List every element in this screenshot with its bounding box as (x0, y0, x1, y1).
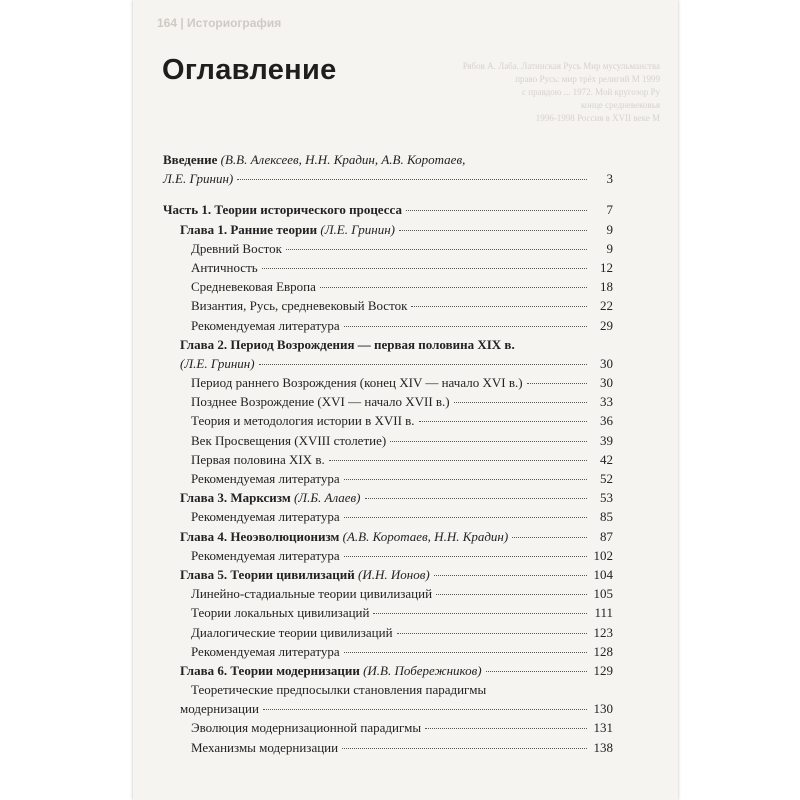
table-of-contents (163, 150, 613, 757)
toc-entry-label: Период раннего Возрождения (конец XIV — начало XVI в.) (191, 375, 523, 391)
toc-entry-label: Линейно-стадиальные теории цивилизаций (191, 586, 433, 602)
toc-subentry[interactable] (163, 584, 613, 603)
toc-entry-label: Античность (191, 259, 258, 275)
toc-entry-label: Первая половина XIX в. (191, 451, 325, 467)
dot-leader (342, 748, 587, 749)
toc-entry-intro[interactable] (163, 150, 613, 169)
toc-entry-label: Введение (163, 152, 218, 167)
dot-leader (344, 517, 587, 518)
toc-page-number: 123 (593, 624, 613, 640)
toc-entry-label: Глава 3. Марксизм (180, 490, 291, 506)
toc-entry-label: Глава 1. Ранние теории (180, 221, 318, 237)
toc-entry-authors: (И.В. Побережников) (363, 662, 482, 678)
toc-page-number: 30 (600, 375, 613, 391)
dot-leader (390, 441, 587, 442)
toc-entry-label: Позднее Возрождение (XVI — начало XVII в.) (191, 394, 450, 410)
dot-leader (286, 249, 587, 250)
toc-page-number: 87 (600, 528, 613, 544)
dot-leader (486, 671, 587, 672)
running-head: 164 | Историография (157, 16, 282, 30)
toc-page-number: 131 (593, 720, 613, 736)
toc-entry-label: Рекомендуемая литература (191, 509, 340, 525)
toc-subentry[interactable] (163, 296, 613, 315)
toc-page-number: 12 (600, 259, 613, 275)
toc-page-number: 9 (606, 240, 613, 256)
dot-leader (512, 537, 587, 538)
toc-page-number: 104 (593, 566, 613, 582)
toc-entry-label: Рекомендуемая литература (191, 547, 340, 563)
toc-subentry[interactable] (163, 469, 613, 488)
dot-leader (329, 460, 587, 461)
toc-page-number: 9 (606, 221, 613, 237)
dot-leader (344, 479, 587, 480)
dot-leader (419, 421, 587, 422)
dot-leader (454, 402, 587, 403)
toc-subentry[interactable] (163, 258, 613, 277)
toc-page-number: 18 (600, 279, 613, 295)
toc-subentry[interactable] (163, 680, 613, 699)
toc-page-number: 52 (600, 471, 613, 486)
toc-subentry[interactable] (163, 239, 613, 258)
toc-entry-label: Теоретические предпосылки становления парадигмы (191, 682, 487, 698)
show-through-text: Рябов А. Лаба. Латинская Русь Мир мусульманства право Русь: мир трёх религий М 1999 с правдою ... 1972. Мой кругозор Ру конце средневековья 1996-1998 Россия в XVII веке М (462, 61, 660, 123)
dot-leader (527, 383, 587, 384)
dot-leader (434, 575, 587, 576)
toc-entry-label: Эволюция модернизационной парадигмы (191, 720, 422, 736)
toc-subentry[interactable] (163, 603, 613, 622)
toc-page-number: 85 (600, 509, 613, 525)
dot-leader (237, 179, 587, 180)
toc-subentry[interactable] (163, 546, 613, 565)
toc-subentry[interactable] (163, 450, 613, 469)
toc-entry-label: Древний Восток (191, 240, 282, 256)
toc-page-number: 42 (600, 451, 613, 467)
toc-subentry[interactable] (163, 316, 613, 335)
dot-leader (344, 652, 587, 653)
toc-page-number: 22 (600, 298, 613, 314)
toc-entry-label: Часть 1. Теории исторического процесса (163, 202, 402, 218)
toc-page-number: 7 (606, 202, 613, 218)
page-title: Оглавление (162, 54, 337, 86)
toc-entry-label: Византия, Русь, средневековый Восток (191, 298, 408, 314)
dot-leader (406, 210, 587, 211)
toc-entry-ch2-cont[interactable] (163, 354, 613, 373)
toc-entry-label: Глава 6. Теории модернизации (180, 662, 360, 678)
toc-entry-label: Теории локальных цивилизаций (191, 605, 370, 621)
dot-leader (411, 306, 587, 307)
toc-entry-label: Средневековая Европа (191, 279, 316, 295)
toc-subentry[interactable] (163, 738, 613, 757)
toc-subentry[interactable] (163, 431, 613, 450)
toc-page-number: 105 (593, 586, 613, 602)
dot-leader (263, 709, 587, 710)
toc-entry-authors: (Л.Е. Гринин) (180, 355, 255, 371)
dot-leader (259, 364, 587, 365)
toc-entry-label: Рекомендуемая литература (191, 471, 340, 486)
dot-leader (436, 594, 587, 595)
toc-entry-label: Глава 5. Теории цивилизаций (180, 566, 355, 582)
toc-entry-label: Рекомендуемая литература (191, 317, 340, 333)
toc-subentry-cont[interactable] (163, 699, 613, 718)
toc-entry-authors: (А.В. Коротаев, Н.Н. Крадин) (342, 528, 509, 544)
toc-page-number: 29 (600, 317, 613, 333)
toc-entry-authors: (И.Н. Ионов) (358, 566, 430, 582)
toc-page-number: 30 (600, 355, 613, 371)
dot-leader (320, 287, 587, 288)
toc-page-number: 129 (593, 662, 613, 678)
toc-subentry[interactable] (163, 277, 613, 296)
dot-leader (399, 230, 587, 231)
toc-entry-label: Глава 2. Период Возрождения — первая половина XIX в. (180, 336, 515, 352)
toc-entry-intro-cont[interactable] (163, 169, 613, 188)
toc-subentry[interactable] (163, 507, 613, 526)
toc-entry-authors: Л.Е. Гринин) (163, 171, 234, 187)
toc-page-number: 53 (600, 490, 613, 506)
dot-leader (344, 556, 587, 557)
toc-entry-label: Теория и методология истории в XVII в. (191, 413, 415, 429)
toc-entry-ch6[interactable] (163, 661, 613, 680)
toc-entry-label: Диалогические теории цивилизаций (191, 624, 393, 640)
toc-subentry[interactable] (163, 373, 613, 392)
dot-leader (262, 268, 587, 269)
toc-page-number: 3 (606, 171, 613, 187)
toc-entry-part1[interactable] (163, 200, 613, 219)
toc-entry-label: Век Просвещения (XVIII столетие) (191, 432, 387, 448)
toc-page-number: 130 (593, 701, 613, 717)
toc-page-number: 102 (593, 547, 613, 563)
toc-page-number: 36 (600, 413, 613, 429)
toc-entry-label: Механизмы модернизации (191, 739, 339, 755)
toc-entry-ch4[interactable] (163, 527, 613, 546)
toc-entry-ch5[interactable] (163, 565, 613, 584)
dot-leader (397, 633, 587, 634)
toc-entry-ch2[interactable] (163, 335, 613, 354)
toc-page-number: 138 (593, 739, 613, 755)
toc-subentry[interactable] (163, 623, 613, 642)
toc-subentry[interactable] (163, 718, 613, 737)
toc-entry-label: Рекомендуемая литература (191, 643, 340, 659)
dot-leader (365, 498, 587, 499)
dot-leader (425, 728, 587, 729)
dot-leader (373, 613, 587, 614)
toc-subentry[interactable] (163, 392, 613, 411)
book-page (133, 0, 678, 800)
toc-page-number: 128 (593, 643, 613, 659)
dot-leader (344, 326, 587, 327)
toc-subentry[interactable] (163, 411, 613, 430)
toc-entry-authors: (В.В. Алексеев, Н.Н. Крадин, А.В. Коротаев, (220, 152, 466, 167)
toc-entry-authors: (Л.Е. Гринин) (320, 221, 396, 237)
toc-entry-label: модернизации (180, 701, 259, 717)
toc-entry-label: Глава 4. Неоэволюционизм (180, 528, 340, 544)
toc-entry-authors: (Л.Б. Алаев) (293, 490, 361, 506)
toc-subentry[interactable] (163, 642, 613, 661)
toc-page-number: 111 (594, 605, 613, 621)
toc-entry-ch3[interactable] (163, 488, 613, 507)
toc-entry-ch1[interactable] (163, 220, 613, 239)
toc-page-number: 39 (600, 432, 613, 448)
toc-page-number: 33 (600, 394, 613, 410)
